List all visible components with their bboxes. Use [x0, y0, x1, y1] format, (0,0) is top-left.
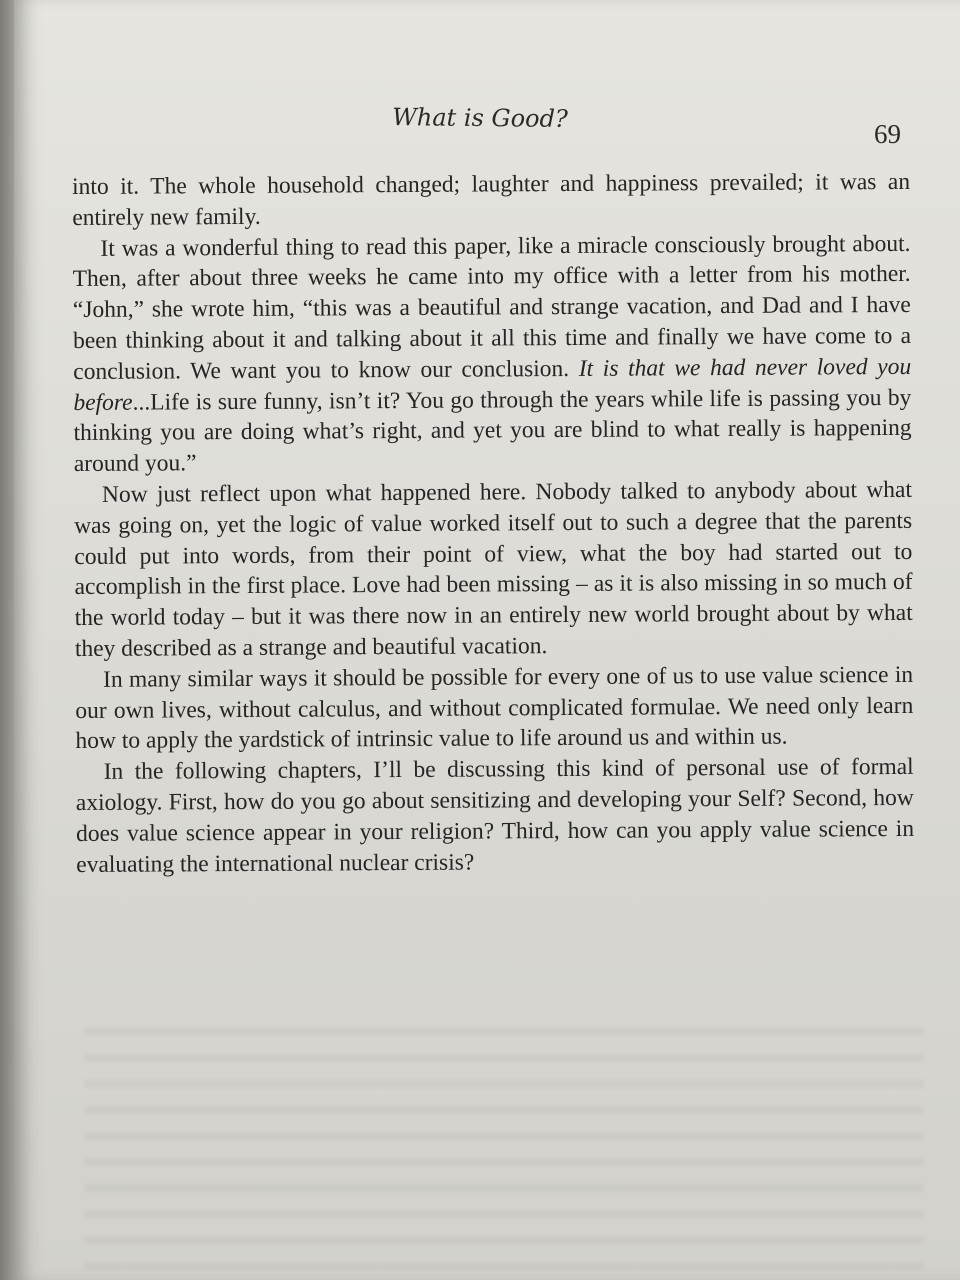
paragraph-3-text: Now just reflect upon what happened here. Nobody talked to anybody about what was going on, yet the logic of value worked itself out to such a degree that the parents could put into words, from their point of view, what the boy had started out to accomplish in the first place. Love had been missing – as it is also missing in so much of the world today – but it was there now in an entirely new world brought about by what they described as a strange and beautiful vacation. — [74, 476, 913, 662]
paragraph-2-text: It was a wonderful thing to read this paper, like a miracle consciously brought about. Then, after about three weeks he came into my office with a letter from his mother. “John,” she wrote him, “this was a beautiful and strange vacation, and Dad and I have been thinking about it and talking about it all this time and finally we have come to a conclusion. We want you to know our conclusion. — [72, 230, 912, 385]
body-text — [72, 167, 914, 880]
paragraph-2 — [72, 228, 911, 479]
show-through-text — [84, 1010, 924, 1270]
paragraph-2-text-after: ...Life is sure funny, isn’t it? You go through the years while life is passing you by thinking you are doing what’s right, and yet you are blind to what really is happening around you.” — [73, 384, 912, 478]
running-head: What is Good? — [392, 103, 568, 133]
paragraph-5-text: In the following chapters, I’ll be discussing this kind of personal use of formal axiology. First, how do you go about sensitizing and developing your Self? Second, how does value science appear in your religion? Third, how can you apply value science in evaluating the international nuclear crisis? — [75, 754, 915, 878]
paragraph-1 — [72, 167, 910, 234]
paragraph-2-italic: It is that we had never loved you before — [73, 353, 912, 416]
paragraph-4 — [75, 660, 914, 758]
page-number: 69 — [874, 119, 901, 149]
paragraph-4-text: In many similar ways it should be possible for every one of us to use value science in our own lives, without calculus, and without complicated formulae. We need only learn how to apply the yardstick of intrinsic value to life around us and within us. — [75, 661, 914, 755]
paragraph-3 — [74, 475, 913, 665]
paragraph-5 — [76, 752, 915, 880]
paragraph-1-text: into it. The whole household changed; laughter and happiness prevailed; it was an entirely new family. — [72, 168, 911, 231]
